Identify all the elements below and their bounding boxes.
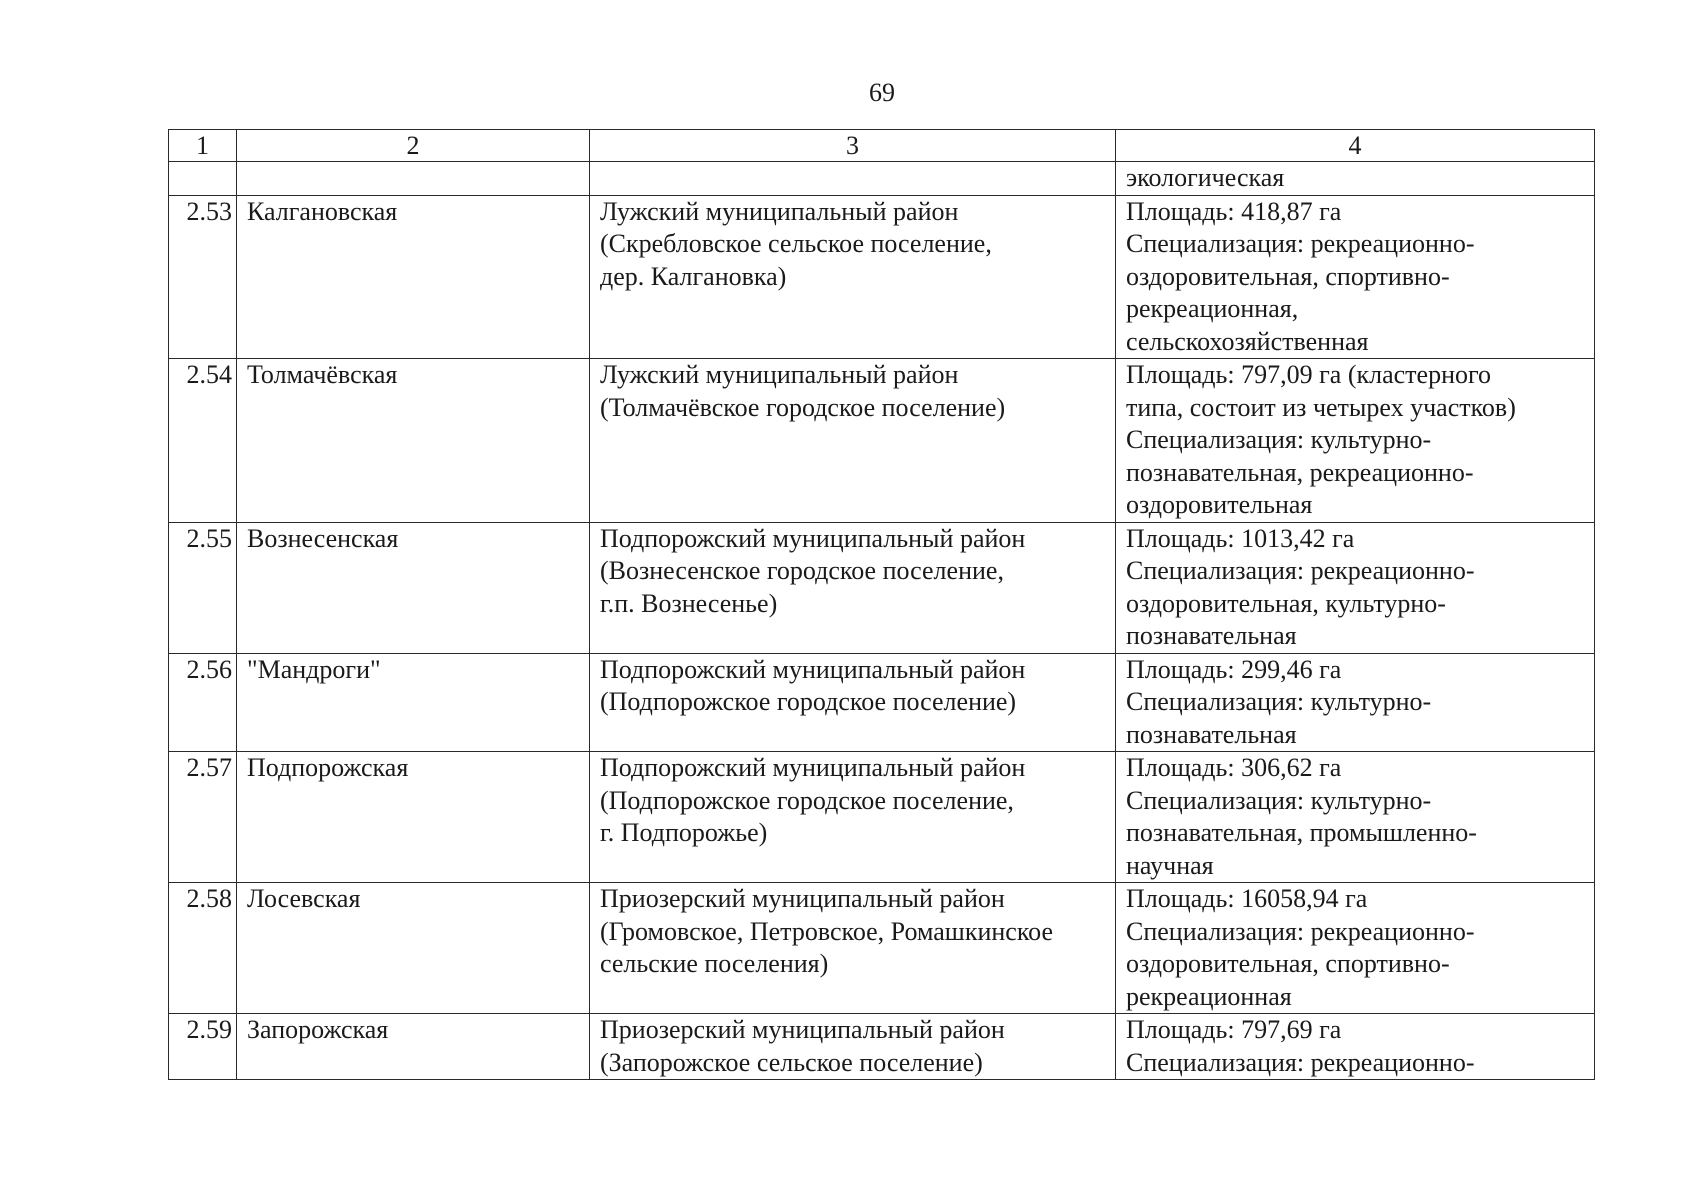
description-line: Специализация: культурно- [1126,425,1432,454]
row-number: 2.58 [169,883,237,1014]
description-line: Площадь: 797,09 га (кластерного [1126,360,1492,389]
zone-description [1116,653,1595,752]
column-header-1: 1 [169,130,237,162]
location-line: Приозерский муниципальный район [600,1015,1005,1044]
zone-location [590,883,1116,1014]
zone-description [1116,883,1595,1014]
table-row [169,359,1595,523]
zone-description [1116,522,1595,653]
description-line: Площадь: 299,46 га [1126,654,1342,684]
location-line: (Вознесенское городское поселение, [600,556,1004,585]
description-line: экологическая [1126,163,1285,192]
zone-name: Калгановская [237,195,590,359]
description-line: Специализация: культурно- [1126,785,1432,815]
table-row [169,653,1595,752]
description-line: оздоровительная, культурно- [1126,588,1446,618]
table-row [169,883,1595,1014]
zones-table [168,129,1595,1080]
description-line: Площадь: 418,87 га [1126,196,1342,226]
description-line: рекреационная, [1126,294,1299,323]
table-row [169,162,1595,196]
description-line: научная [1126,850,1214,880]
zone-name: Подпорожская [237,752,590,883]
description-line: оздоровительная, спортивно- [1126,261,1450,291]
location-line: (Толмачёвское городское поселение) [600,392,1006,422]
zone-location [590,195,1116,359]
table-row [169,1014,1595,1080]
description-line: Специализация: рекреационно- [1126,916,1475,946]
zone-name: Толмачёвская [237,359,590,523]
zone-description [1116,162,1595,196]
zone-name: "Мандроги" [237,653,590,752]
location-line: Приозерский муниципальный район [600,884,1005,913]
description-line: рекреационная [1126,981,1292,1011]
zone-name: Запорожская [237,1014,590,1080]
table-row [169,752,1595,883]
zone-description [1116,359,1595,523]
column-header-2: 2 [237,130,590,162]
description-line: Площадь: 306,62 га [1126,753,1342,782]
description-line: познавательная [1126,621,1297,650]
location-line: Подпорожский муниципальный район [600,753,1026,782]
zone-location [590,1014,1116,1080]
description-line: Специализация: культурно- [1126,687,1432,716]
location-line: Подпорожский муниципальный район [600,523,1026,553]
description-line: Площадь: 797,69 га [1126,1015,1342,1044]
location-line: (Скребловское сельское поселение, [600,229,992,258]
table-body [169,162,1595,1080]
description-line: оздоровительная, спортивно- [1126,949,1450,978]
description-line: Специализация: рекреационно- [1126,1047,1475,1077]
column-header-4: 4 [1116,130,1595,162]
zone-location [590,359,1116,523]
description-line: сельскохозяйственная [1126,326,1369,356]
table-row [169,522,1595,653]
zone-description [1116,1014,1595,1080]
table-header-row [169,130,1595,162]
zone-description [1116,195,1595,359]
zone-location [590,162,1116,196]
location-line: Подпорожский муниципальный район [600,654,1026,684]
description-line: познавательная, рекреационно- [1126,457,1474,487]
location-line: (Подпорожское городское поселение, [600,785,1014,815]
zone-name [237,162,590,196]
description-line: познавательная [1126,719,1297,749]
location-line: дер. Калгановка) [600,261,787,291]
row-number [169,162,237,196]
location-line: г.п. Вознесенье) [600,588,778,618]
table-row [169,195,1595,359]
location-line: (Запорожское сельское поселение) [600,1047,983,1077]
location-line: Лужский муниципальный район [600,360,959,389]
zone-name: Вознесенская [237,522,590,653]
description-line: Специализация: рекреационно- [1126,556,1475,585]
row-number: 2.56 [169,653,237,752]
location-line: (Громовское, Петровское, Ромашкинское [600,916,1053,946]
row-number: 2.57 [169,752,237,883]
description-line: Площадь: 1013,42 га [1126,523,1355,553]
description-line: познавательная, промышленно- [1126,818,1477,847]
row-number: 2.53 [169,195,237,359]
description-line: типа, состоит из четырех участков) [1126,392,1516,422]
location-line: г. Подпорожье) [600,818,768,847]
page-number: 69 [869,78,895,107]
location-line: Лужский муниципальный район [600,196,959,226]
row-number: 2.54 [169,359,237,523]
zone-description [1116,752,1595,883]
zone-name: Лосевская [237,883,590,1014]
row-number: 2.55 [169,522,237,653]
description-line: Площадь: 16058,94 га [1126,884,1368,913]
row-number: 2.59 [169,1014,237,1080]
location-line: (Подпорожское городское поселение) [600,687,1017,716]
zone-location [590,653,1116,752]
column-header-3: 3 [590,130,1116,162]
location-line: сельские поселения) [600,949,829,978]
zone-location [590,752,1116,883]
zone-location [590,522,1116,653]
description-line: Специализация: рекреационно- [1126,229,1475,258]
description-line: оздоровительная [1126,490,1313,519]
